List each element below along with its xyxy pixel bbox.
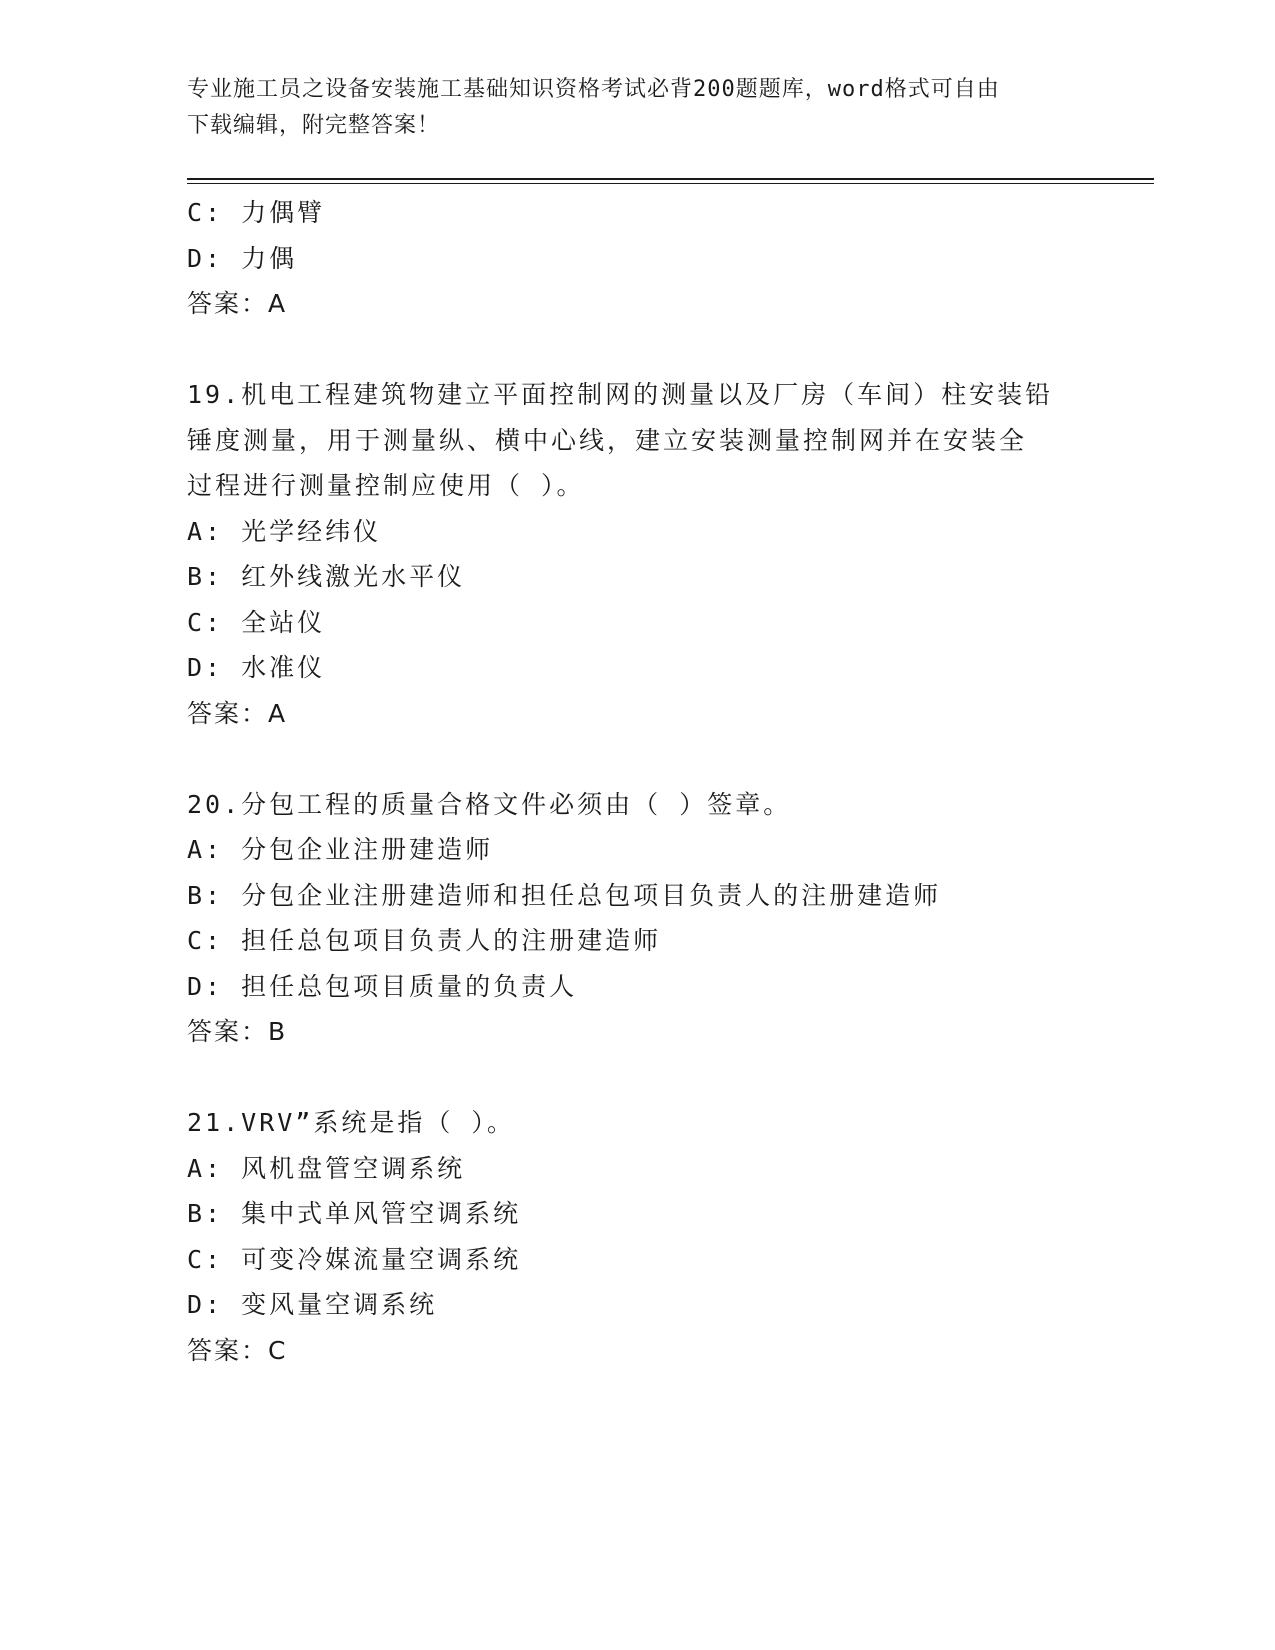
option-b: B: 集中式单风管空调系统 xyxy=(187,1199,522,1228)
option-b: B: 红外线激光水平仪 xyxy=(187,562,466,591)
header-title-line-2: 下载编辑，附完整答案！ xyxy=(187,113,441,138)
option-a: A: 分包企业注册建造师 xyxy=(187,835,494,864)
question-text: 20.分包工程的质量合格文件必须由（ ）签章。 xyxy=(187,789,792,819)
option-c: C: 担任总包项目负责人的注册建造师 xyxy=(187,926,662,955)
header-divider xyxy=(187,178,1154,180)
question-21 xyxy=(187,1100,1087,1373)
question-19 xyxy=(187,372,1087,736)
answer-line: 答案：A xyxy=(187,289,288,318)
question-text: 21.VRV”系统是指（ ）。 xyxy=(187,1108,515,1137)
question-20 xyxy=(187,782,1087,1055)
spacer xyxy=(187,736,1087,782)
option-d: D: 力偶 xyxy=(187,243,298,273)
question-text: 过程进行测量控制应使用（ ）。 xyxy=(187,471,585,500)
answer-line: 答案：C xyxy=(187,1335,288,1365)
question-list xyxy=(187,190,1087,1373)
spacer xyxy=(187,327,1087,373)
option-d: D: 变风量空调系统 xyxy=(187,1290,438,1319)
option-a: A: 风机盘管空调系统 xyxy=(187,1153,466,1183)
answer-line: 答案：B xyxy=(187,1017,288,1046)
header-divider-thin xyxy=(187,183,1154,184)
question-text: 19.机电工程建筑物建立平面控制网的测量以及厂房（车间）柱安装铅 xyxy=(187,380,1054,409)
question-text: 锤度测量，用于测量纵、横中心线，建立安装测量控制网并在安装全 xyxy=(187,425,1028,455)
spacer xyxy=(187,1055,1087,1101)
option-c: C: 可变冷媒流量空调系统 xyxy=(187,1244,522,1274)
header-title-line-1: 专业施工员之设备安装施工基础知识资格考试必背200题题库，word格式可自由 xyxy=(187,77,1000,102)
answer-line: 答案：A xyxy=(187,698,288,728)
option-d: D: 水准仪 xyxy=(187,653,326,682)
option-b: B: 分包企业注册建造师和担任总包项目负责人的注册建造师 xyxy=(187,880,942,910)
option-c: C: 全站仪 xyxy=(187,607,326,637)
option-d: D: 担任总包项目质量的负责人 xyxy=(187,971,578,1001)
option-a: A: 光学经纬仪 xyxy=(187,516,382,546)
option-c: C: 力偶臂 xyxy=(187,198,326,227)
page-header xyxy=(187,72,1087,144)
